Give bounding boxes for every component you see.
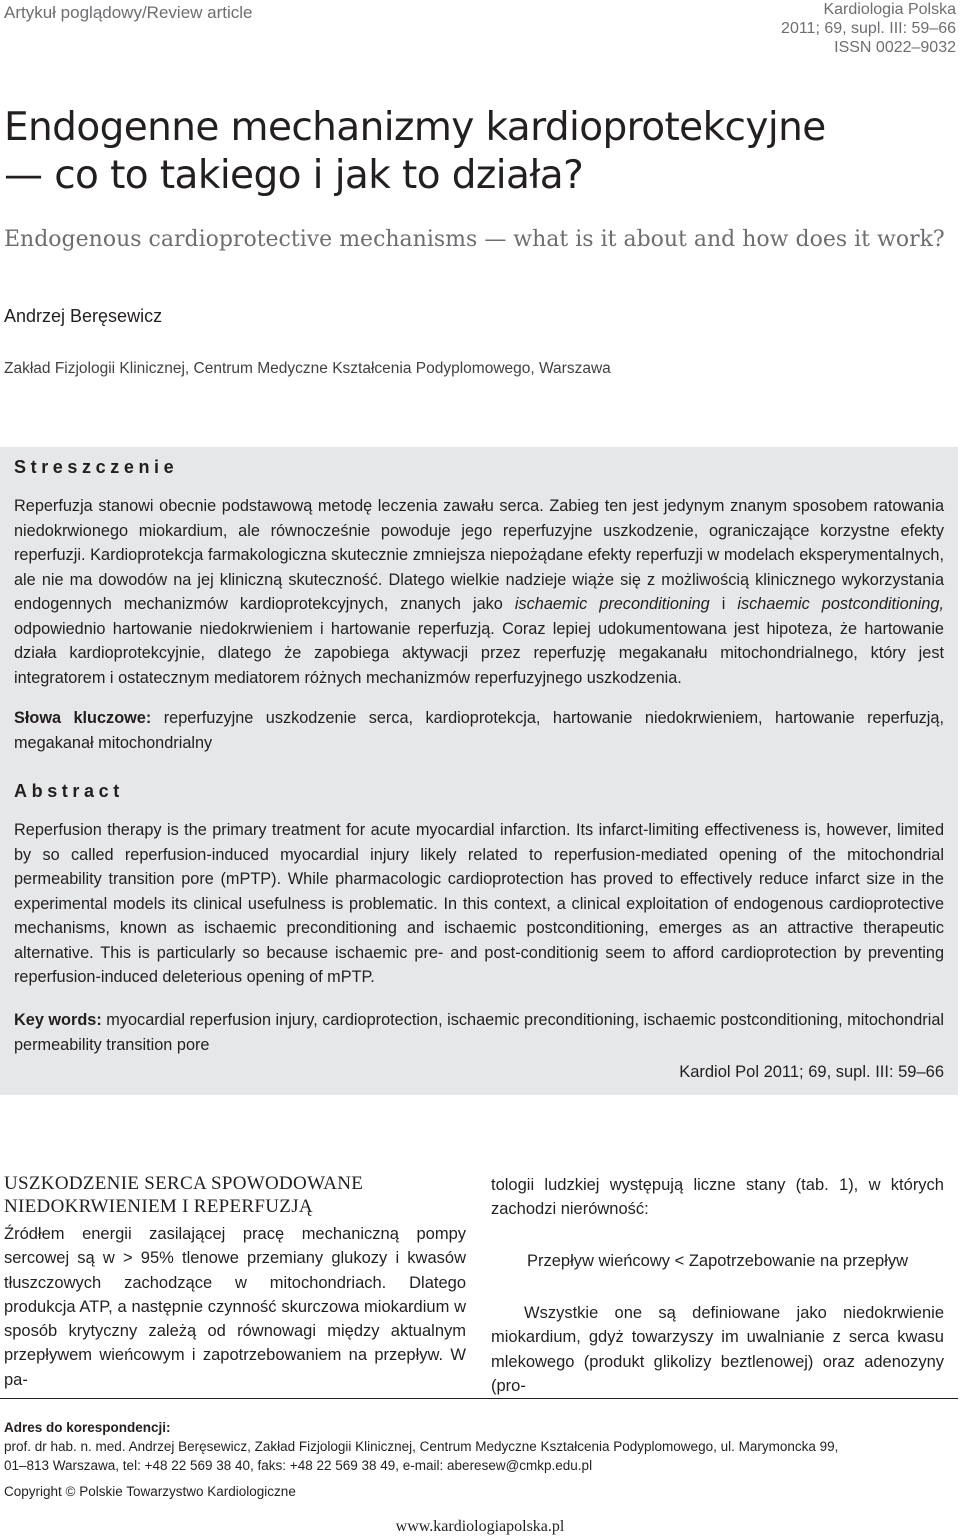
right-column-paragraph-1: tologii ludzkiej występują liczne stany (tab. 1), w których zachodzi nierówność: [491, 1176, 944, 1219]
correspondence-line-2: 01–813 Warszawa, tel: +48 22 569 38 40, faks: +48 22 569 38 49, e-mail: aberesew@cmkp.edu.pl [4, 1458, 593, 1473]
streszczenie-keywords-label: Słowa kluczowe: [14, 709, 152, 727]
citation: Kardiol Pol 2011; 69, supl. III: 59–66 [679, 1063, 944, 1081]
journal-name: Kardiologia Polska [823, 1, 956, 18]
article-type: Artykuł poglądowy/Review article [4, 3, 253, 22]
copyright: Copyright © Polskie Towarzystwo Kardiologiczne [4, 1484, 296, 1499]
section-heading [4, 1172, 363, 1218]
title-line-1: Endogenne mechanizmy kardioprotekcyjne [4, 105, 826, 150]
section-heading-line-1: USZKODZENIE SERCA SPOWODOWANE [4, 1173, 364, 1194]
title-line-2: — co to takiego i jak to działa? [4, 153, 584, 198]
abstract-heading: Abstract [14, 781, 124, 801]
correspondence-line-1: prof. dr hab. n. med. Andrzej Beręsewicz, Zakład Fizjologii Klinicznej, Centrum Medyczne Kształcenia Podyplomowego, ul. Marymoncka 99, [4, 1439, 839, 1454]
section-heading-line-2: NIEDOKRWIENIEM I REPERFUZJĄ [4, 1196, 313, 1217]
article-title [4, 104, 826, 200]
divider [0, 1398, 958, 1399]
abstract-keywords-list: myocardial reperfusion injury, cardioprotection, ischaemic preconditioning, ischaemic postconditioning, mitochondrial permeability transition pore [14, 1011, 944, 1054]
right-column-paragraph-2: Wszystkie one są definiowane jako niedokrwienie miokardium, gdyż towarzyszy im uwalnianie z serca kwasu mlekowego (produkt glikolizy beztlenowej) oraz adenozyny (pro- [491, 1304, 944, 1395]
journal-issn: ISSN 0022–9032 [834, 39, 956, 56]
journal-volume: 2011; 69, supl. III: 59–66 [781, 20, 956, 37]
abstract-keywords-label: Key words: [14, 1011, 102, 1029]
streszczenie-text [14, 494, 944, 690]
streszczenie-term-1: ischaemic preconditioning [514, 595, 710, 613]
journal-url[interactable]: www.kardiologiapolska.pl [395, 1518, 565, 1535]
abstract-text: Reperfusion therapy is the primary treatment for acute myocardial infarction. Its infarct-limiting effectiveness is, however, limited by so called reperfusion-induced myocardial injury likely related to reperfusion-mediated opening of the mitochondrial permeability transition pore (mPTP). While pharmacologic cardioprotection has proved to effectively reduce infarct size in the experimental models its clinical usefulness is problematic. In this context, a clinical exploitation of endogenous cardioprotective mechanisms, known as ischaemic preconditioning and ischaemic postconditioning, emerges as an attractive therapeutic alternative. This is particularly so because ischaemic pre- and post-conditionig seem to afford cardioprotection by preventing reperfusion-induced deleterious opening of mPTP. [14, 821, 944, 986]
streszczenie-keywords [14, 706, 944, 755]
left-column-text: Źródłem energii zasilającej pracę mechaniczną pompy sercowej są w > 95% tlenowe przemiany glukozy i kwasów tłuszczowych zachodzące w mitochondriach. Dlatego produkcja ATP, a następnie czynność skurczowa miokardium w sposób krytyczny zależą od równowagi między aktualnym przepływem wieńcowym i zapotrzebowaniem na przepływ. W pa- [4, 1225, 466, 1389]
abstract-keywords [14, 1008, 944, 1057]
streszczenie-text-a: Reperfuzja stanowi obecnie podstawową metodę leczenia zawału serca. Zabieg ten jest jedynym znanym sposobem ratowania niedokrwionego miokardium, ale równocześnie powoduje jego reperfuzyjne uszkodzenie, ograniczające korzystne efekty reperfuzji. Kardioprotekcja farmakologiczna skutecznie zmniejsza niepożądane efekty reperfuzji w modelach eksperymentalnych, ale nie ma dowodów na jej kliniczną skuteczność. Dlatego wielkie nadzieje wiąże się z możliwością klinicznego wykorzystania endogennych mechanizmów kardioprotekcyjnych, znanych jako [14, 497, 944, 613]
streszczenie-keywords-list: reperfuzyjne uszkodzenie serca, kardioprotekcja, hartowanie niedokrwieniem, hartowanie reperfuzją, megakanał mitochondrialny [14, 709, 944, 752]
journal-info [781, 0, 956, 57]
author-name: Andrzej Beręsewicz [4, 306, 163, 326]
english-title: Endogenous cardioprotective mechanisms — what is it about and how does it work? [4, 227, 945, 252]
formula: Przepływ wieńcowy < Zapotrzebowanie na przepływ [526, 1252, 909, 1270]
streszczenie-term-2: ischaemic postconditioning, [737, 595, 945, 613]
correspondence-label: Adres do korespondencji: [4, 1420, 171, 1435]
streszczenie-heading: Streszczenie [14, 457, 179, 477]
author-affiliation: Zakład Fizjologii Klinicznej, Centrum Medyczne Kształcenia Podyplomowego, Warszawa [4, 360, 611, 377]
streszczenie-text-c: odpowiednio hartowanie niedokrwieniem i hartowanie reperfuzją. Coraz lepiej udokumentowana jest hipoteza, że hartowanie działa kardioprotekcyjnie, dlatego że zapobiega aktywacji przez reperfuzję megakanału mitochondrialnego, który jest integratorem i ostatecznym mediatorem różnych mechanizmów reperfuzyjnego uszkodzenia. [14, 619, 944, 687]
streszczenie-text-b: i [721, 595, 726, 613]
